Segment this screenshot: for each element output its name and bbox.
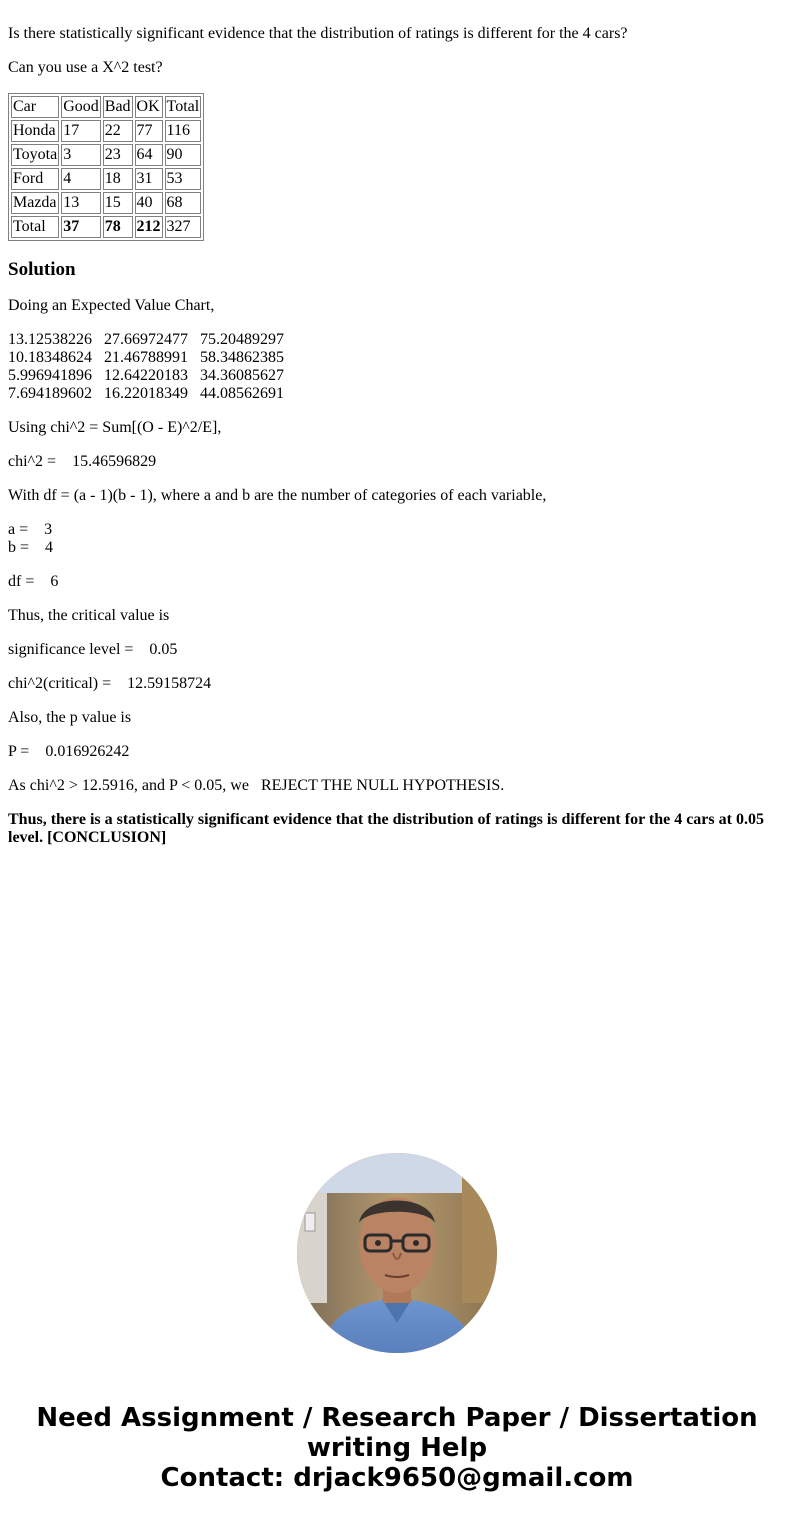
- table-row: [11, 168, 201, 190]
- chi2-line: [8, 453, 786, 471]
- conclusion-text: Thus, there is a statistically significant evidence that the distribution of ratings is different for the 4 cars at 0.05 level. [CONCLUSION]: [8, 811, 764, 846]
- critical-label: chi^2(critical) =: [8, 675, 112, 692]
- chi2-label: chi^2 =: [8, 453, 57, 470]
- decision-text: REJECT THE NULL HYPOTHESIS.: [260, 777, 505, 794]
- table-cell: 116: [165, 120, 202, 142]
- table-cell: 53: [165, 168, 202, 190]
- table-cell: Ford: [11, 168, 59, 190]
- decision-line: [8, 777, 786, 795]
- expected-row: [8, 331, 786, 349]
- b-line: [8, 539, 786, 557]
- expected-row: [8, 385, 786, 403]
- significance-value: 0.05: [149, 641, 178, 658]
- ratings-table: [8, 93, 204, 241]
- expected-cell: 7.694189602: [8, 385, 92, 402]
- a-label: a =: [8, 521, 29, 538]
- expected-cell: 34.36085627: [200, 367, 284, 384]
- p-intro: Also, the p value is: [8, 709, 132, 726]
- footer-contact: Contact: drjack9650@gmail.com: [160, 1463, 634, 1493]
- critical-line: [8, 675, 786, 693]
- footer-line: Need Assignment / Research Paper / Dissertation: [36, 1403, 758, 1433]
- table-cell: 68: [165, 192, 202, 214]
- table-cell: 327: [165, 216, 202, 238]
- critical-intro: Thus, the critical value is: [8, 607, 170, 624]
- expected-row: [8, 349, 786, 367]
- table-cell: 22: [103, 120, 133, 142]
- expected-cell: 10.18348624: [8, 349, 92, 366]
- table-cell: Mazda: [11, 192, 59, 214]
- table-cell: 17: [61, 120, 101, 142]
- table-total-row: [11, 216, 201, 238]
- expected-cell: 27.66972477: [104, 331, 188, 348]
- ab-values: [8, 521, 786, 557]
- expected-cell: 58.34862385: [200, 349, 284, 366]
- expected-cell: 12.64220183: [104, 367, 188, 384]
- formula-text: Using chi^2 = Sum[(O - E)^2/E],: [8, 419, 222, 436]
- expected-intro: Doing an Expected Value Chart,: [8, 297, 215, 314]
- significance-line: [8, 641, 786, 659]
- table-cell: 23: [103, 144, 133, 166]
- question-text: Is there statistically significant evidence that the distribution of ratings is different for the 4 cars?: [8, 25, 628, 42]
- table-cell: 212: [135, 216, 163, 238]
- expected-cell: 5.996941896: [8, 367, 92, 384]
- expected-cell: 75.20489297: [200, 331, 284, 348]
- table-cell: 40: [135, 192, 163, 214]
- footer-banner: [0, 1403, 794, 1493]
- table-cell: 13: [61, 192, 101, 214]
- table-header-cell: Total: [165, 96, 202, 118]
- table-cell: 3: [61, 144, 101, 166]
- a-line: [8, 521, 786, 539]
- table-cell: Honda: [11, 120, 59, 142]
- table-header-cell: Bad: [103, 96, 133, 118]
- decision-prefix: As chi^2 > 12.5916, and P < 0.05, we: [8, 777, 249, 794]
- table-cell: 78: [103, 216, 133, 238]
- table-row: [11, 192, 201, 214]
- expected-cell: 16.22018349: [104, 385, 188, 402]
- table-row: [11, 144, 201, 166]
- table-cell: 4: [61, 168, 101, 190]
- table-cell: 31: [135, 168, 163, 190]
- expected-cell: 21.46788991: [104, 349, 188, 366]
- p-value: 0.016926242: [45, 743, 130, 760]
- table-header-cell: Good: [61, 96, 101, 118]
- avatar-photo: [297, 1153, 497, 1353]
- question-subtext: Can you use a X^2 test?: [8, 59, 163, 76]
- table-cell: 15: [103, 192, 133, 214]
- table-cell: 90: [165, 144, 202, 166]
- b-label: b =: [8, 539, 30, 556]
- footer-line: writing Help: [306, 1433, 488, 1463]
- df-label: df =: [8, 573, 35, 590]
- table-cell: Toyota: [11, 144, 59, 166]
- expected-cell: 44.08562691: [200, 385, 284, 402]
- df-value: 6: [50, 573, 59, 590]
- p-label: P =: [8, 743, 30, 760]
- expected-cell: 13.12538226: [8, 331, 92, 348]
- table-cell: 77: [135, 120, 163, 142]
- solution-heading: Solution: [8, 259, 76, 280]
- table-row: [11, 120, 201, 142]
- table-cell: 64: [135, 144, 163, 166]
- table-header-cell: OK: [135, 96, 163, 118]
- significance-label: significance level =: [8, 641, 134, 658]
- table-header-row: [11, 96, 201, 118]
- a-value: 3: [44, 521, 53, 538]
- chi2-value: 15.46596829: [72, 453, 157, 470]
- df-text: With df = (a - 1)(b - 1), where a and b are the number of categories of each variable,: [8, 487, 547, 504]
- p-line: [8, 743, 786, 761]
- table-cell: 18: [103, 168, 133, 190]
- b-value: 4: [45, 539, 54, 556]
- expected-values: [8, 331, 786, 403]
- df-line: [8, 573, 786, 591]
- critical-value: 12.59158724: [127, 675, 212, 692]
- expected-row: [8, 367, 786, 385]
- table-header-cell: Car: [11, 96, 59, 118]
- table-cell: 37: [61, 216, 101, 238]
- author-avatar: [297, 1153, 497, 1353]
- table-cell: Total: [11, 216, 59, 238]
